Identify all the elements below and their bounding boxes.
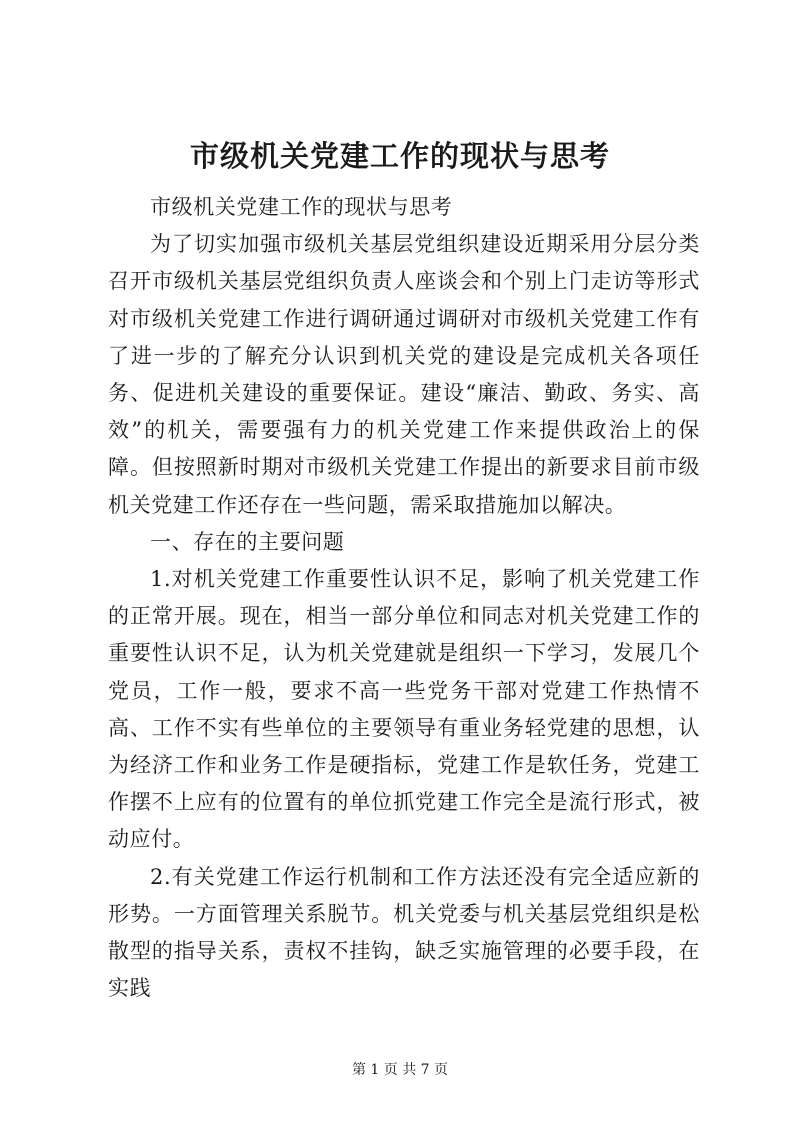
document-title: 市级机关党建工作的现状与思考: [189, 139, 610, 173]
paragraph-point-1: 1.对机关党建工作重要性认识不足，影响了机关党建工作的正常开展。现在，相当一部分单位和同志对机关党建工作的重要性认识不足，认为机关党建就是组织一下学习，发展几个党员，工作一般，要求不高一些党务干部对党建工作热情不高、工作不实有些单位的主要领导有重业务轻党建的思想，认为经济工作和业务工作是硬指标，党建工作是软任务，党建工作摆不上应有的位置有的单位抓党建工作完全是流行形式，被动应付。: [108, 567, 700, 852]
section-heading: 一、存在的主要问题: [150, 529, 345, 554]
paragraph-point-2: 2.有关党建工作运行机制和工作方法还没有完全适应新的形势。一方面管理关系脱节。机关党委与机关基层党组织是松散型的指导关系，责权不挂钩，缺乏实施管理的必要手段，在实践: [108, 864, 700, 1001]
paragraph-intro: 为了切实加强市级机关基层党组织建设近期采用分层分类召开市级机关基层党组织负责人座谈会和个别上门走访等形式对市级机关党建工作进行调研通过调研对市级机关党建工作有了进一步的了解充分认识到机关党的建设是完成机关各项任务、促进机关建设的重要保证。建设“廉洁、勤政、务实、高效”的机关，需要强有力的机关党建工作来提供政治上的保障。但按照新时期对市级机关党建工作提出的新要求目前市级机关党建工作还存在一些问题，需采取措施加以解决。: [108, 232, 700, 517]
page-footer: 第 1 页 共 7 页: [351, 1062, 449, 1078]
paragraph-subtitle: 市级机关党建工作的现状与思考: [150, 195, 453, 219]
document-body: [108, 189, 700, 1007]
